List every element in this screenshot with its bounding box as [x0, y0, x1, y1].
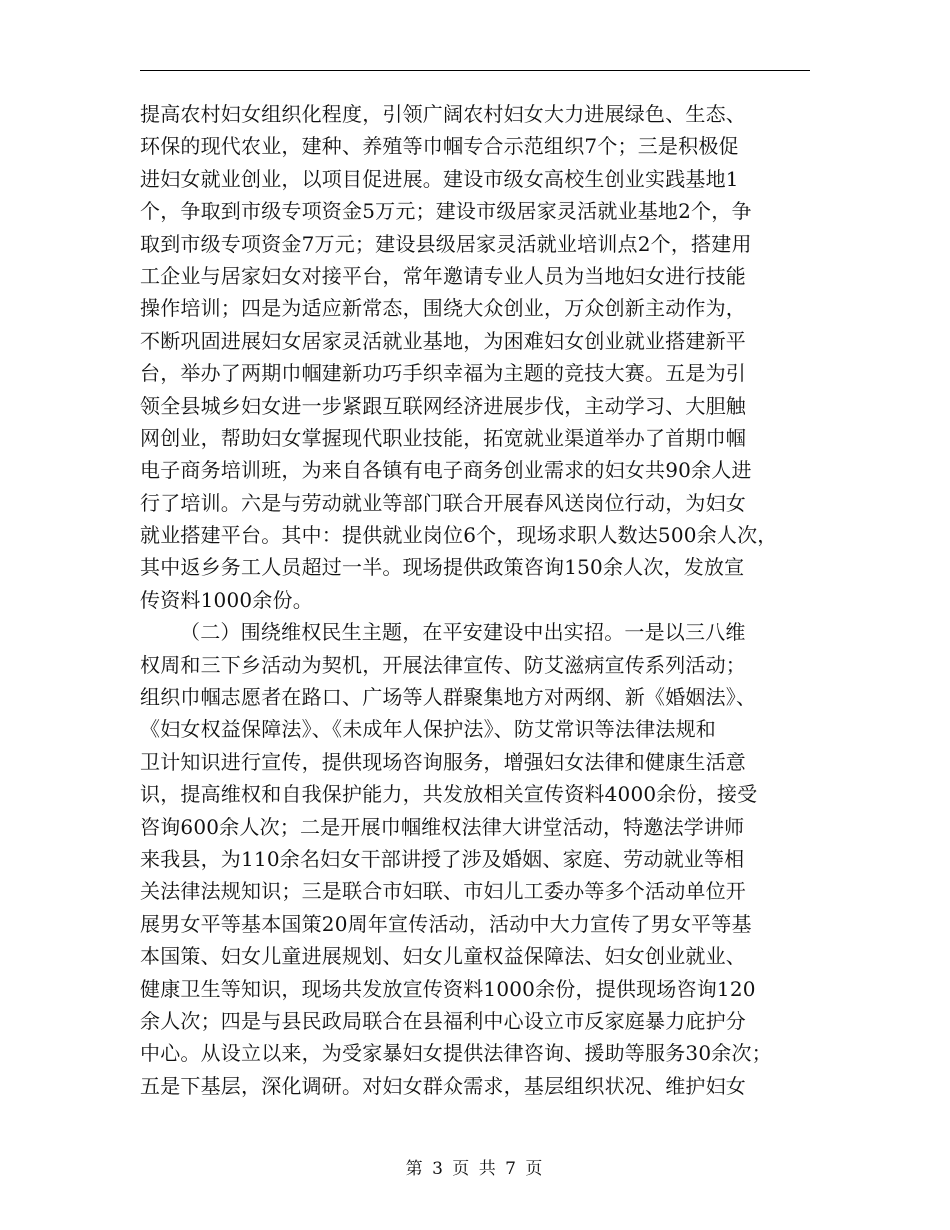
- text-line: 工企业与居家妇女对接平台，常年邀请专业人员为当地妇女进行技能: [140, 263, 746, 288]
- text-line: 台，举办了两期巾帼建新功巧手织幸福为主题的竞技大赛。五是为引: [140, 361, 746, 386]
- text-line: 进妇女就业创业，以项目促进展。建设市级女高校生创业实践基地1: [140, 166, 739, 191]
- text-line: 领全县城乡妇女进一步紧跟互联网经济进展步伐，主动学习、大胆触: [140, 393, 746, 418]
- text-line: 个，争取到市级专项资金5万元；建设市级居家灵活就业基地2个，争: [140, 199, 752, 224]
- text-line: 取到市级专项资金7万元；建设县级居家灵活就业培训点2个，搭建用: [140, 231, 752, 256]
- text-line: 关法律法规知识；三是联合市妇联、市妇儿工委办等多个活动单位开: [140, 879, 746, 904]
- text-line: 不断巩固进展妇女居家灵活就业基地，为困难妇女创业就业搭建新平: [140, 328, 746, 353]
- text-line: 其中返乡务工人员超过一半。现场提供政策咨询150余人次，发放宣: [140, 555, 745, 580]
- text-line: 组织巾帼志愿者在路口、广场等人群聚集地方对两纲、新《婚姻法》、: [140, 685, 757, 710]
- page-number-footer: 第 3 页 共 7 页: [405, 1159, 545, 1179]
- text-line: 展男女平等基本国策20周年宣传活动，活动中大力宣传了男女平等基: [140, 911, 752, 936]
- header-rule: [140, 70, 810, 71]
- text-line: 本国策、妇女儿童进展规划、妇女儿童权益保障法、妇女创业就业、: [140, 944, 746, 969]
- section-heading-line: （二）围绕维权民生主题，在平安建设中出实招。一是以三八维: [180, 620, 746, 645]
- text-line: 《妇女权益保障法》、《未成年人保护法》、防艾常识等法律法规和: [140, 717, 716, 742]
- text-line: 来我县，为110余名妇女干部讲授了涉及婚姻、家庭、劳动就业等相: [140, 846, 745, 871]
- text-line: 识，提高维权和自我保护能力，共发放相关宣传资料4000余份，接受: [140, 782, 758, 807]
- text-line: 中心。从设立以来，为受家暴妇女提供法律咨询、援助等服务30余次；: [140, 1041, 772, 1066]
- text-line: 网创业，帮助妇女掌握现代职业技能，拓宽就业渠道举办了首期巾帼: [140, 425, 746, 450]
- text-line: 电子商务培训班，为来自各镇有电子商务创业需求的妇女共90余人进: [140, 458, 752, 483]
- text-line: 权周和三下乡活动为契机，开展法律宣传、防艾滋病宣传系列活动；: [140, 652, 746, 677]
- body-text: [140, 98, 830, 1102]
- text-line: 提高农村妇女组织化程度，引领广阔农村妇女大力进展绿色、生态、: [140, 102, 746, 126]
- text-line: 环保的现代农业，建种、养殖等巾帼专合示范组织7个；三是积极促: [140, 134, 739, 159]
- text-line: 健康卫生等知识，现场共发放宣传资料1000余份，提供现场咨询120: [140, 976, 756, 1001]
- text-line: 就业搭建平台。其中：提供就业岗位6个，现场求职人数达500余人次，: [140, 523, 778, 548]
- text-line: 咨询600余人次；二是开展巾帼维权法律大讲堂活动，特邀法学讲师: [140, 814, 745, 839]
- text-line: 操作培训；四是为适应新常态，围绕大众创业，万众创新主动作为，: [140, 296, 746, 321]
- text-line: 传资料1000余份。: [140, 587, 313, 612]
- text-line: 卫计知识进行宣传，提供现场咨询服务，增强妇女法律和健康生活意: [140, 749, 746, 774]
- text-line: 余人次；四是与县民政局联合在县福利中心设立市反家庭暴力庇护分: [140, 1008, 746, 1033]
- text-line: 行了培训。六是与劳动就业等部门联合开展春风送岗位行动，为妇女: [140, 490, 746, 515]
- text-line: 五是下基层，深化调研。对妇女群众需求，基层组织状况、维护妇女: [140, 1073, 746, 1098]
